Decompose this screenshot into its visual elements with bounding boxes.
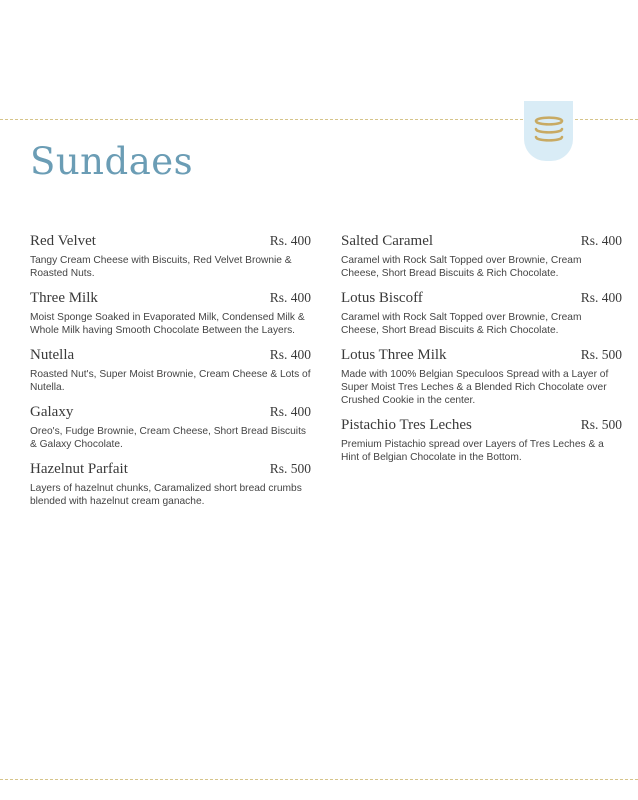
item-price: Rs. 400: [580, 233, 622, 248]
item-description: Caramel with Rock Salt Topped over Brownie, Cream Cheese, Short Bread Biscuits & Rich Chocolate.: [341, 312, 582, 336]
item-description: Caramel with Rock Salt Topped over Brownie, Cream Cheese, Short Bread Biscuits & Rich Chocolate.: [341, 255, 582, 279]
menu-item: [30, 461, 311, 508]
item-price: Rs. 400: [269, 404, 311, 419]
category-tab: [524, 101, 573, 161]
menu-column-left: [30, 233, 311, 518]
item-name: Lotus Three Milk: [341, 347, 447, 363]
item-price: Rs. 400: [269, 347, 311, 362]
item-name: Three Milk: [30, 290, 98, 306]
item-description: Oreo's, Fudge Brownie, Cream Cheese, Short Bread Biscuits & Galaxy Chocolate.: [30, 426, 306, 450]
bottom-dashed-divider: [0, 779, 638, 780]
menu-item: [341, 347, 622, 407]
item-price: Rs. 500: [580, 417, 622, 432]
item-price: Rs. 400: [269, 233, 311, 248]
menu-item: [30, 404, 311, 451]
menu-item: [30, 233, 311, 280]
menu-item: [341, 290, 622, 337]
menu-item: [341, 417, 622, 464]
item-price: Rs. 400: [580, 290, 622, 305]
item-description: Layers of hazelnut chunks, Caramalized short bread crumbs blended with hazelnut cream ganache.: [30, 483, 302, 507]
menu-column-right: [341, 233, 622, 474]
menu-item: [30, 347, 311, 394]
item-description: Roasted Nut's, Super Moist Brownie, Cream Cheese & Lots of Nutella.: [30, 369, 311, 393]
item-price: Rs. 500: [269, 461, 311, 476]
menu-item: [341, 233, 622, 280]
item-name: Salted Caramel: [341, 233, 434, 249]
item-description: Premium Pistachio spread over Layers of Tres Leches & a Hint of Belgian Chocolate in the Bottom.: [341, 439, 604, 463]
item-description: Moist Sponge Soaked in Evaporated Milk, Condensed Milk & Whole Milk having Smooth Chocolate Between the Layers.: [30, 312, 305, 336]
item-name: Red Velvet: [30, 233, 96, 249]
item-price: Rs. 400: [269, 290, 311, 305]
item-name: Hazelnut Parfait: [30, 461, 128, 477]
item-name: Lotus Biscoff: [341, 290, 423, 306]
item-description: Made with 100% Belgian Speculoos Spread with a Layer of Super Moist Tres Leches & a Blended Rich Chocolate over Crushed Cookie in the center.: [341, 369, 609, 406]
page-title: Sundaes: [30, 140, 194, 183]
item-name: Galaxy: [30, 404, 74, 420]
stacked-bowls-icon: [533, 113, 565, 150]
item-name: Nutella: [30, 347, 75, 363]
menu-item: [30, 290, 311, 337]
item-description: Tangy Cream Cheese with Biscuits, Red Velvet Brownie & Roasted Nuts.: [30, 255, 292, 279]
item-name: Pistachio Tres Leches: [341, 417, 472, 433]
item-price: Rs. 500: [580, 347, 622, 362]
